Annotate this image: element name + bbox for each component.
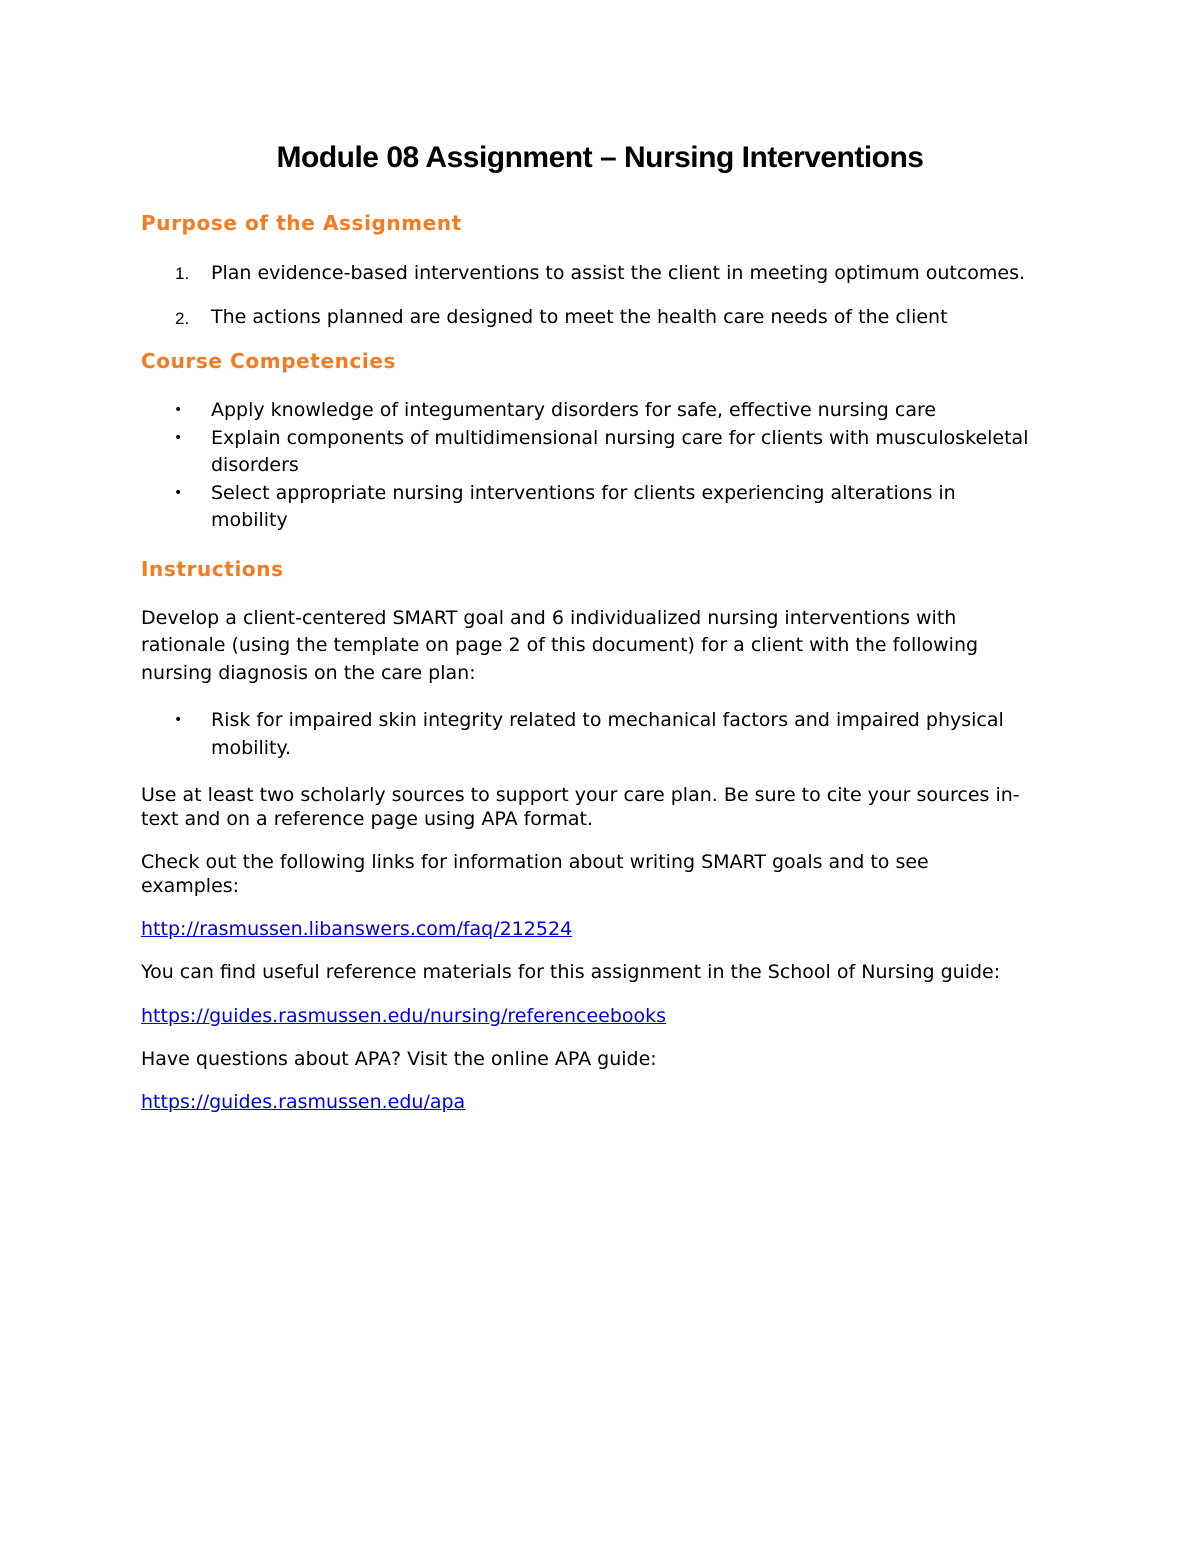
purpose-item-number: 1. (175, 264, 190, 283)
smart-goals-link[interactable]: http://rasmussen.libanswers.com/faq/212524 (141, 918, 573, 940)
bullet-icon: • (174, 485, 183, 501)
competencies-heading: Course Competencies (141, 349, 397, 373)
smart-links-paragraph-line: Check out the following links for information about writing SMART goals and to see (141, 851, 929, 873)
competency-item: Select appropriate nursing interventions for clients experiencing alterations in (211, 482, 956, 504)
purpose-heading: Purpose of the Assignment (141, 211, 462, 235)
sources-paragraph-line: Use at least two scholarly sources to support your care plan. Be sure to cite your sources in- (141, 784, 1020, 806)
bullet-icon: • (174, 712, 183, 728)
competency-item-continued: disorders (211, 454, 299, 476)
sources-paragraph-line: text and on a reference page using APA format. (141, 808, 594, 830)
instructions-heading: Instructions (141, 557, 284, 581)
apa-guide-link[interactable]: https://guides.rasmussen.edu/apa (141, 1091, 466, 1113)
bullet-icon: • (174, 402, 183, 418)
document-title: Module 08 Assignment – Nursing Interventions (276, 141, 924, 174)
purpose-item-text: The actions planned are designed to meet the health care needs of the client (211, 306, 948, 328)
smart-links-paragraph-line: examples: (141, 875, 240, 897)
nursing-diagnosis-continued: mobility. (211, 737, 292, 759)
bullet-icon: • (174, 430, 183, 446)
reference-materials-paragraph: You can find useful reference materials for this assignment in the School of Nursing guide: (141, 961, 1001, 983)
purpose-item-number: 2. (175, 309, 190, 328)
purpose-item-text: Plan evidence-based interventions to assist the client in meeting optimum outcomes. (211, 262, 1026, 284)
instructions-paragraph-line: nursing diagnosis on the care plan: (141, 662, 476, 684)
nursing-guide-link[interactable]: https://guides.rasmussen.edu/nursing/referenceebooks (141, 1005, 667, 1027)
apa-paragraph: Have questions about APA? Visit the online APA guide: (141, 1048, 657, 1070)
nursing-diagnosis: Risk for impaired skin integrity related to mechanical factors and impaired physical (211, 709, 1004, 731)
competency-item: Apply knowledge of integumentary disorders for safe, effective nursing care (211, 399, 937, 421)
competency-item: Explain components of multidimensional nursing care for clients with musculoskeletal (211, 427, 1029, 449)
competency-item-continued: mobility (211, 509, 288, 531)
instructions-paragraph-line: Develop a client-centered SMART goal and 6 individualized nursing interventions with (141, 607, 957, 629)
instructions-paragraph-line: rationale (using the template on page 2 of this document) for a client with the following (141, 634, 979, 656)
